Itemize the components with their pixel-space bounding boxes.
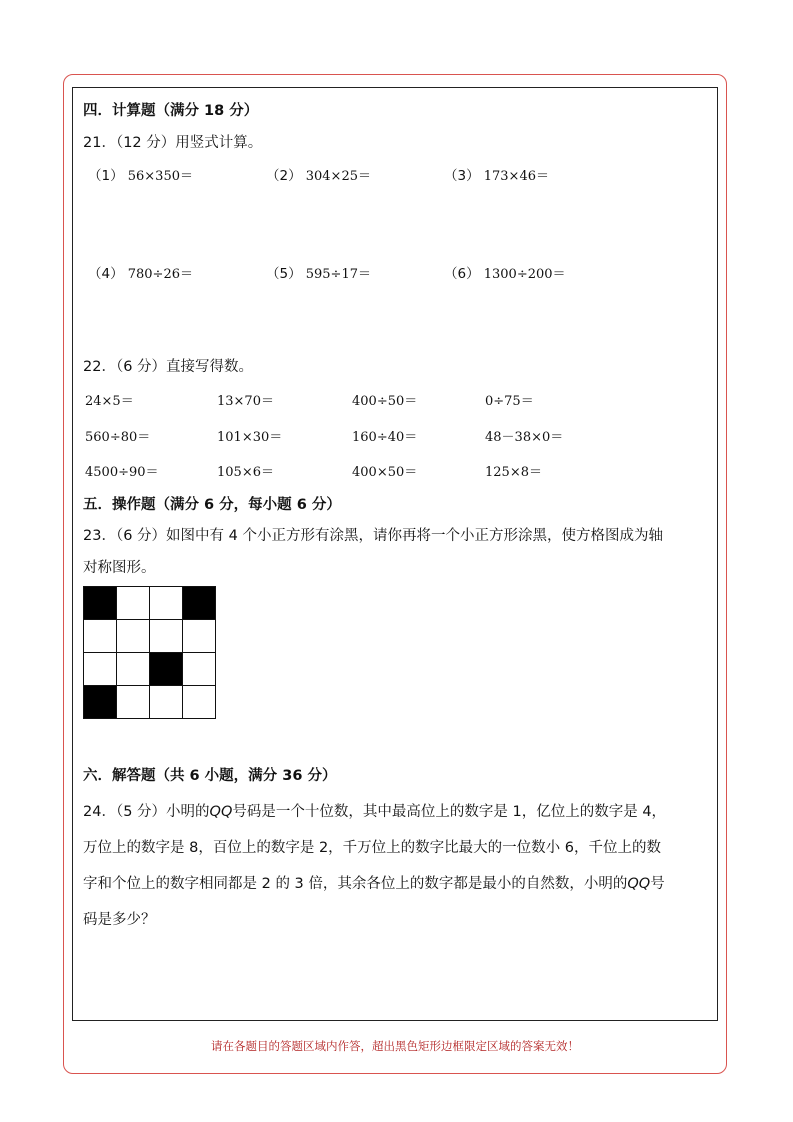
grid-cell[interactable] (84, 653, 117, 686)
grid-cell[interactable] (117, 587, 150, 620)
question-24-line4: 码是多少？ (83, 912, 156, 928)
grid-cell[interactable] (150, 686, 183, 719)
section-6-title: 六．解答题（共 6 小题，满分 36 分） (83, 768, 337, 784)
section-5-title: 五．操作题（满分 6 分，每小题 6 分） (83, 497, 341, 513)
q22-item: 48－38×0＝ (485, 430, 564, 445)
q22-item: 24×5＝ (85, 394, 134, 409)
q21-item-6: （6） 1300÷200＝ (444, 266, 566, 282)
question-23-stem-line1: 23．（6 分）如图中有 4 个小正方形有涂黑，请你再将一个小正方形涂黑，使方格图成为轴 (83, 528, 663, 544)
section-4-title: 四．计算题（满分 18 分） (83, 103, 259, 119)
grid-cell-shaded[interactable] (150, 653, 183, 686)
q22-item: 4500÷90＝ (85, 465, 159, 480)
footer-notice: 请在各题目的答题区域内作答，超出黑色矩形边框限定区域的答案无效！ (211, 1039, 579, 1053)
grid-cell-shaded[interactable] (84, 686, 117, 719)
grid-cell[interactable] (183, 653, 216, 686)
grid-cell-shaded[interactable] (183, 587, 216, 620)
question-24-line1: 24．（5 分）小明的QQ号码是一个十位数，其中最高位上的数字是 1，亿位上的数字是 4， (83, 804, 667, 820)
question-24-line2: 万位上的数字是 8，百位上的数字是 2，千万位上的数字比最大的一位数小 6，千位上的数 (83, 840, 661, 856)
q22-item: 105×6＝ (217, 465, 274, 480)
q21-item-4: （4） 780÷26＝ (88, 266, 193, 282)
grid-cell[interactable] (150, 587, 183, 620)
grid-cell-shaded[interactable] (84, 587, 117, 620)
q21-item-3: （3） 173×46＝ (444, 168, 549, 184)
q21-item-1: （1） 56×350＝ (88, 168, 193, 184)
q22-item: 560÷80＝ (85, 430, 151, 445)
grid-cell[interactable] (117, 620, 150, 653)
q22-item: 400×50＝ (352, 465, 418, 480)
q21-item-2: （2） 304×25＝ (266, 168, 371, 184)
grid-cell[interactable] (117, 653, 150, 686)
grid-cell[interactable] (183, 620, 216, 653)
q22-item: 0÷75＝ (485, 394, 534, 409)
question-23-stem-line2: 对称图形。 (83, 560, 156, 576)
q22-item: 125×8＝ (485, 465, 542, 480)
q22-item: 13×70＝ (217, 394, 274, 409)
grid-cell[interactable] (84, 620, 117, 653)
question-24-line3: 字和个位上的数字相同都是 2 的 3 倍，其余各位上的数字都是最小的自然数，小明的QQ号 (83, 876, 665, 892)
question-22-stem: 22．（6 分）直接写得数。 (83, 359, 254, 375)
grid-cell[interactable] (183, 686, 216, 719)
q22-item: 101×30＝ (217, 430, 283, 445)
q22-item: 400÷50＝ (352, 394, 418, 409)
grid-cell[interactable] (150, 620, 183, 653)
question-21-stem: 21．（12 分）用竖式计算。 (83, 135, 263, 151)
q21-item-5: （5） 595÷17＝ (266, 266, 371, 282)
grid-cell[interactable] (117, 686, 150, 719)
q22-item: 160÷40＝ (352, 430, 418, 445)
square-grid-figure (83, 586, 216, 719)
